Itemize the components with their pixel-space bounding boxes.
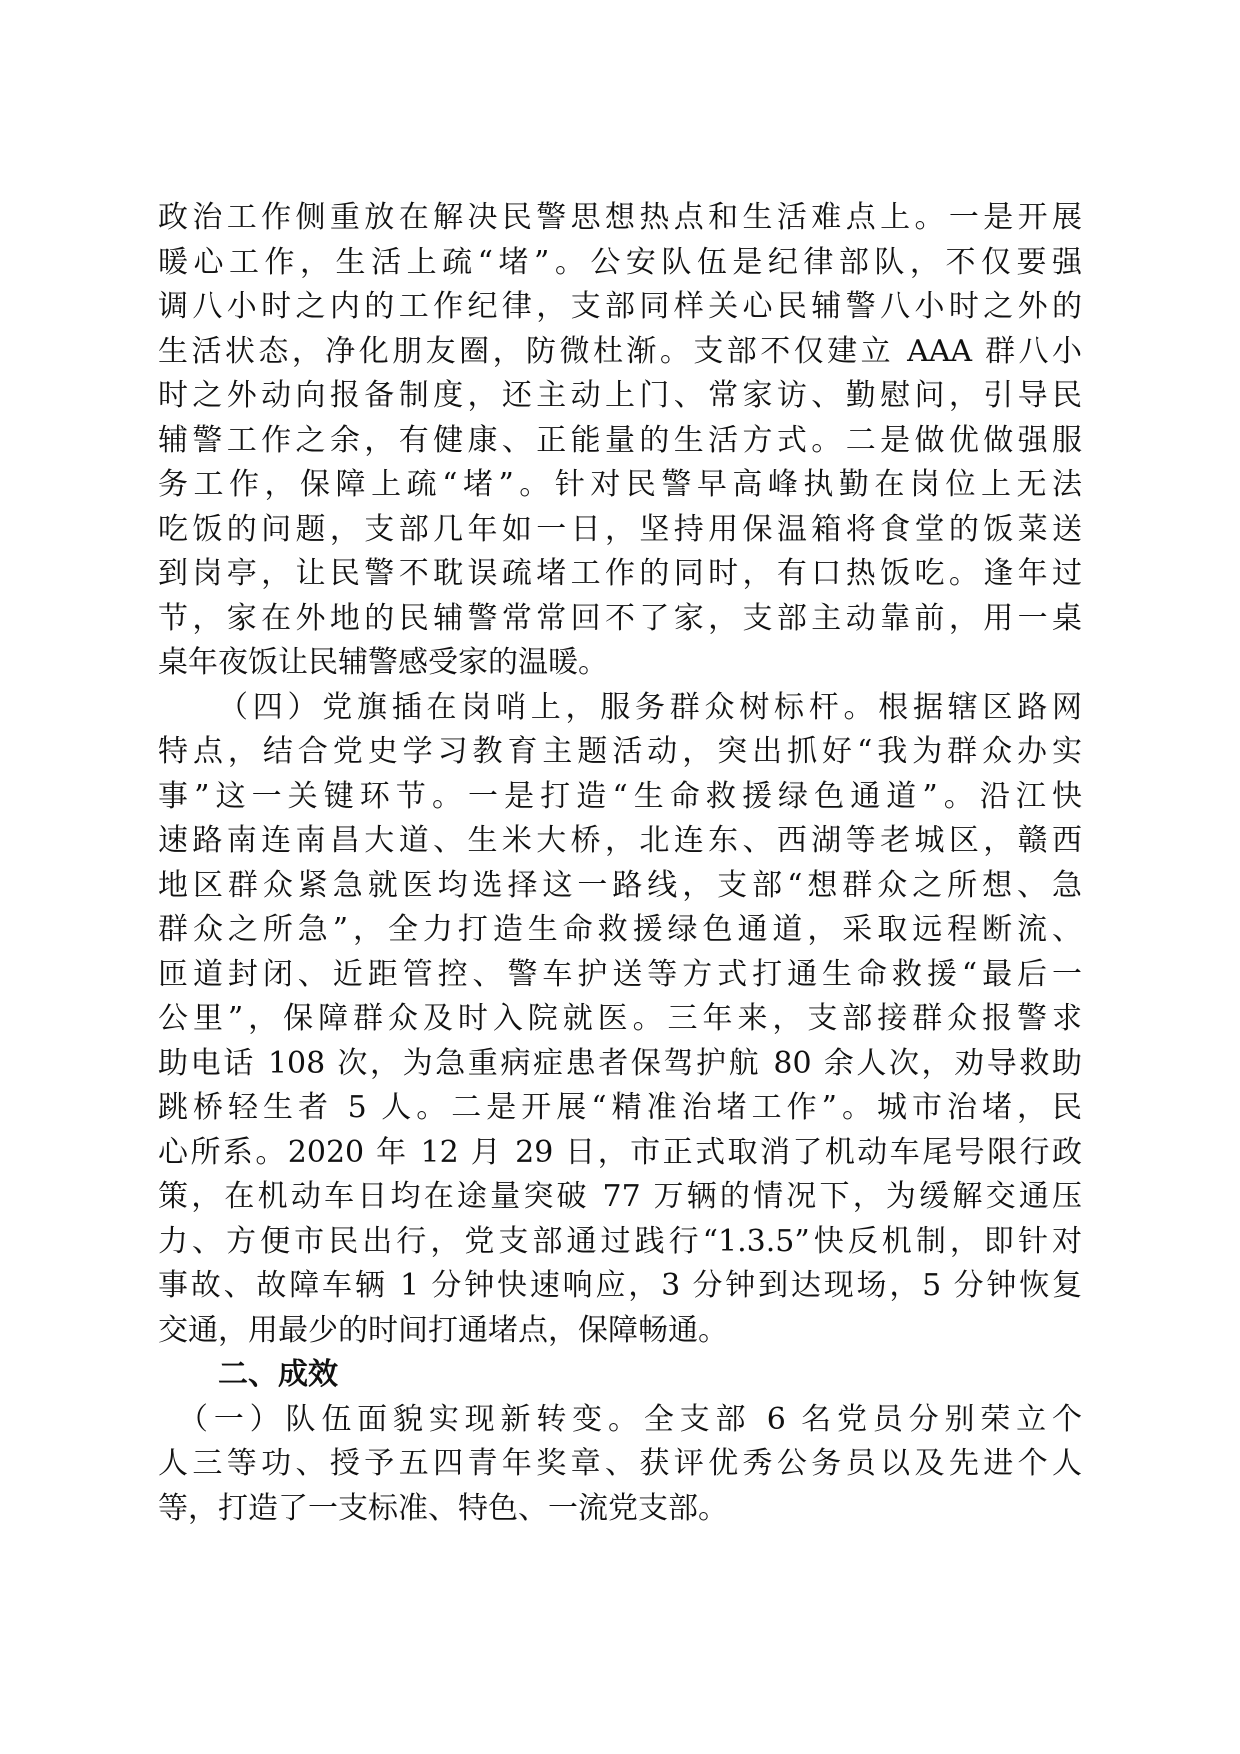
text-line: 力、方便市民出行，党支部通过践行“1.3.5”快反机制，即针对 [158,1223,1082,1259]
text-line: 事”这一关键环节。一是打造“生命救援绿色通道”。沿江快 [158,778,1082,814]
text-line: 到岗亭，让民警不耽误疏堵工作的同时，有口热饭吃。逢年过 [158,556,1082,591]
text-line: 桌年夜饭让民辅警感受家的温暖。 [158,645,608,680]
text-line: 吃饭的问题，支部几年如一日，坚持用保温箱将食堂的饭菜送 [158,511,1082,547]
paragraph-party-care [158,196,1082,686]
text-line: 时之外动向报备制度，还主动上门、常家访、勤慰问，引导民 [158,378,1082,413]
text-line: 调八小时之内的工作纪律，支部同样关心民辅警八小时之外的 [158,289,1082,324]
text-line: 助电话 108 次，为急重病症患者保驾护航 80 余人次，劝导救助 [158,1045,1082,1081]
text-line: 人三等功、授予五四青年奖章、获评优秀公务员以及先进个人 [158,1446,1082,1481]
text-line: 公里”，保障群众及时入院就医。三年来，支部接群众报警求 [158,1001,1082,1036]
text-line: （一）队伍面貌实现新转变。全支部 6 名党员分别荣立个 [178,1401,1082,1437]
text-line: 等，打造了一支标准、特色、一流党支部。 [158,1490,728,1526]
text-line: 务工作，保障上疏“堵”。针对民警早高峰执勤在岗位上无法 [158,467,1082,502]
text-line: 暖心工作，生活上疏“堵”。公安队伍是纪律部队，不仅要强 [158,244,1082,280]
text-line: 政治工作侧重放在解决民警思想热点和生活难点上。一是开展 [158,200,1082,235]
text-line: 策，在机动车日均在途量突破 77 万辆的情况下，为缓解交通压 [158,1179,1082,1214]
document-page [158,196,1082,1531]
text-line: 群众之所急”，全力打造生命救援绿色通道，采取远程断流、 [158,912,1082,947]
text-line: 生活状态，净化朋友圈，防微杜渐。支部不仅建立 AAA 群八小 [158,333,1082,369]
text-line: 心所系。2020 年 12 月 29 日，市正式取消了机动车尾号限行政 [158,1134,1082,1170]
text-line: 地区群众紧急就医均选择这一路线，支部“想群众之所想、急 [158,867,1082,903]
text-line: 节，家在外地的民辅警常常回不了家，支部主动靠前，用一桌 [158,600,1082,636]
text-line: 匝道封闭、近距管控、警车护送等方式打通生命救援“最后一 [158,956,1082,992]
text-line: 交通，用最少的时间打通堵点，保障畅通。 [158,1312,728,1348]
section-heading: 二、成效 [218,1357,338,1392]
text-line: 速路南连南昌大道、生米大桥，北连东、西湖等老城区，赣西 [158,823,1082,858]
paragraph-results [158,1398,1082,1532]
text-line: 跳桥轻生者 5 人。二是开展“精准治堵工作”。城市治堵，民 [158,1090,1082,1125]
text-line: （四）党旗插在岗哨上，服务群众树标杆。根据辖区路网 [218,689,1082,725]
text-line: 事故、故障车辆 1 分钟快速响应，3 分钟到达现场，5 分钟恢复 [158,1268,1082,1303]
paragraph-party-flag [158,686,1082,1354]
text-line: 辅警工作之余，有健康、正能量的生活方式。二是做优做强服 [158,422,1082,458]
text-line: 特点，结合党史学习教育主题活动，突出抓好“我为群众办实 [158,734,1082,769]
